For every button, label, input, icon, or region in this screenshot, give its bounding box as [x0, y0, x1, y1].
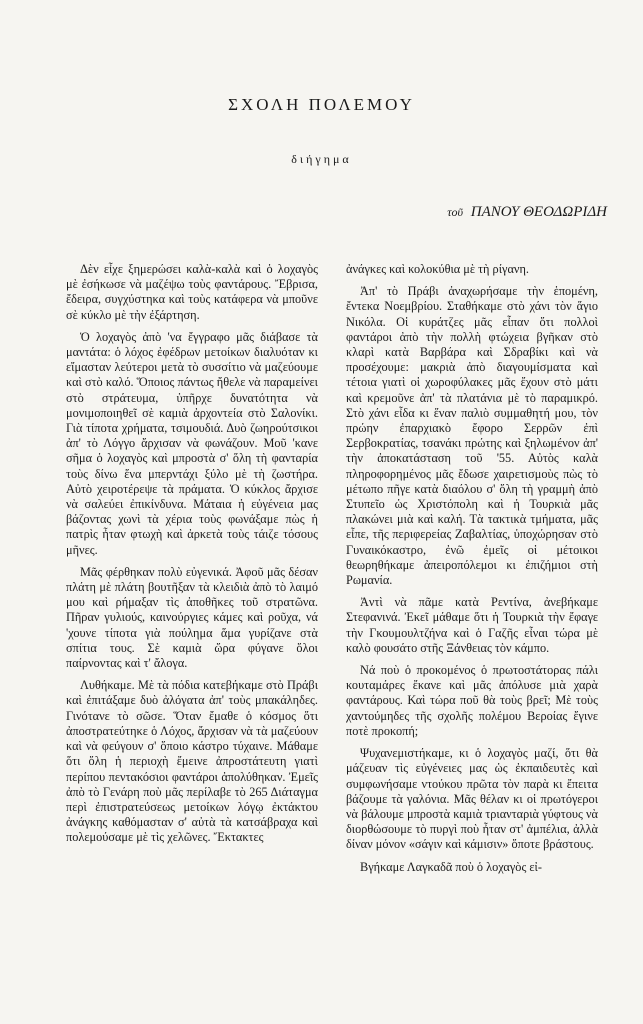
- author-line: [447, 204, 607, 221]
- paragraph: Λυθήκαμε. Μὲ τὰ πόδια κατεβήκαμε στὸ Πράβι καὶ ἐπιτάξαμε δυὸ ἀλόγατα ἀπ' τοὺς μπακάληδες. Γινότανε τὸ σῶσε. Ὅταν ἔμαθε ὁ κόσμος ὅτι ἀποστρατεύτηκε ὁ Λόχος, ἄρχισαν νὰ τὰ μαζεύουν καὶ νὰ φεύγουν σ' ὅποιο κάστρο τύχαινε. Μάθαμε ὅτι ὅλη ἡ περιοχὴ ἔμεινε ἀπροστάτευτη γιατὶ περίπου πεντακόσιοι φαντάροι ἀπολύθηκαν. Ἐμεῖς ἀπὸ τὸ Γενάρη ποὺ μᾶς περίλαβε τὸ 265 Διάταγμα περὶ ἐπιστρατεύσεως μετοίκων λόγῳ ἐκτάκτου ἀνάγκης καθόμασταν σ' αὐτὰ τὰ κατσάβραχα καὶ πολεμούσαμε μὲ τὶς χελῶνες. Ἔκτακτες: [66, 678, 318, 845]
- paragraph-continued: ἀνάγκες καὶ κολοκύθια μὲ τὴ ρίγανη.: [346, 262, 529, 276]
- paragraph: Δὲν εἶχε ξημερώσει καλὰ-καλὰ καὶ ὁ λοχαγὸς μὲ ἐσήκωσε νὰ μαζέψω τοὺς φαντάρους. Ἔβρισα, ἔδειρα, συγχύστηκα καὶ τοὺς κατάφερα νὰ μποῦνε σὲ κύκλο μὲ τὴν ἐξάρτηση.: [66, 262, 318, 322]
- right-column: [346, 262, 598, 1002]
- author-prefix: τοῦ: [447, 205, 464, 219]
- paragraph: Ὁ λοχαγὸς ἀπὸ 'να ἔγγραφο μᾶς διάβασε τὰ μαντάτα: ὁ λόχος ἐφέδρων μετοίκων διαλυόταν κι εἴμασταν λεύτεροι μετὰ τὸ συσσίτιο νὰ μαζεύουμε καὶ στὸ καλό. Ὅποιος πάντως ἤθελε νὰ παραμείνει στὸ στράτευμα, ὑπῆρχε δυνατότητα νὰ μονιμοποιηθεῖ σὲ καμιὰ ἀρχοντεία στὸ Σαλονίκι. Γιὰ τίποτα χρήματα, τσιμουδιά. Δυὸ ζωηρούτσικοι ἀπ' τὸ Λόγγο ἄρχισαν νὰ φωνάζουν. Μοῦ 'κανε σῆμα ὁ λοχαγὸς καὶ μπροστὰ σ' ὅλη τὴ φανταρία τοὺς δίνω ἕνα μπερντάχι ξύλο μὲ τὴ ζωστήρα. Αὐτὸ χειροτέρεψε τὰ πράματα. Ὁ κύκλος ἄρχισε νὰ σαλεύει ἐπικίνδυνα. Μάταια ἡ εὐγένεια μας βάζοντας χωνὶ τὰ χέρια τοὺς φωνάξαμε πὼς ἡ πατρὶς ἦταν φτωχὴ καὶ ἀρκετὰ τοὺς τάιζε τόσους μῆνες.: [66, 329, 318, 557]
- paragraph: Ἀπ' τὸ Πράβι ἀναχωρήσαμε τὴν ἑπομένη, ἔντεκα Νοεμβρίου. Σταθήκαμε στὸ χάνι τὸν ἅγιο Νικόλα. Οἱ κυράτζες μᾶς εἶπαν ὅτι πολλοὶ φαντάροι ἀπὸ τὴν πολλὴ φτώχεια βγῆκαν στὸ κλαρὶ κατὰ Βαρβάρα καὶ Σδραβίκι καὶ νὰ προσέχουμε: μακριὰ ἀπὸ διαγουμίσματα καὶ τέτοια γιατὶ οἱ χωροφύλακες μᾶς ἔχουν στὸ μάτι καὶ κρεμοῦνε ἀπ' τὰ πλατάνια μὲ τὸ παραμικρό. Στὸ χάνι εἶδα κι ἕναν παλιὸ συμμαθητή μου, τὸν πρώην ἐπαρχιακὸ ἔφορο Σερρῶν ἐπὶ Σερβοκρατίας, τσανάκι πρώτης καὶ ξηλωμένον ἀπ' τὴν ἀποκατάσταση τοῦ '55. Αὐτὸς καλὰ πληροφορημένος μᾶς ἔδωσε χαιρετισμοὺς πὼς τὸ μέτωπο πῆγε κατὰ διαόλου σ' ὅλη τὴ γραμμὴ ἀπὸ Στυπεῖο ὡς Χριστόπολη καὶ ἡ Τουρκιὰ μᾶς πλακώνει μιὰ καὶ καλή. Τὰ τακτικὰ τμήματα, μᾶς εἶπε, τῆς περιφερείας Ζαβαλτίας, ὑποχώρησαν στὸ Γυναικόκαστρο, ἐνῶ ἐμεῖς οἱ μέτοικοι θεωρηθήκαμε ἀπειροπόλεμοι κι ἐπιζήμιοι στὴ Ρωμανία.: [346, 284, 598, 588]
- left-column: [66, 262, 318, 1002]
- story-title: ΣΧΟΛΗ ΠΟΛΕΜΟΥ: [228, 95, 415, 114]
- paragraph: Νά ποὺ ὁ προκομένος ὁ πρωτοστάτορας πάλι κουταμάρες ἔκανε καὶ μᾶς ἀπόλυσε μιὰ χαρὰ φαντάρους. Καὶ τώρα ποῦ θὰ τοὺς βρεῖ; Μὲ τοὺς χαντούμηδες τῆς σχολῆς πολέμου Βεροίας ἔγινε ποτὲ προκοπή;: [346, 663, 598, 738]
- paragraph: Βγήκαμε Λαγκαδᾶ ποὺ ὁ λοχαγὸς εἰ-: [360, 859, 542, 874]
- paragraph: Ψυχανεμιστήκαμε, κι ὁ λοχαγὸς μαζί, ὅτι θὰ μάζευαν τὶς εὐγένειες μας ὡς ἐκπαιδευτὲς καὶ συμφωνήσαμε ντούκου πρῶτα τὸν παρὰ κι ἔπειτα βάζουμε τὰ γαλόνια. Μᾶς θέλαν κι οἱ πρωτόγεροι νὰ βάλουμε μπροστὰ καμιὰ τριανταριὰ γύφτους νὰ διορθώσουμε τὸ πυργὶ ποὺ ἦταν στ' ἀμπέλια, ἀλλὰ δίναν μόνον «σάγιν καὶ κάμισιν» ὅποτε βράστους.: [346, 746, 598, 852]
- paragraph: Μᾶς φέρθηκαν πολὺ εὐγενικά. Ἀφοῦ μᾶς δέσαν πλάτη μὲ πλάτη βουτῆξαν τὰ κλειδιὰ ἀπὸ τὸ λαιμό μου καὶ ρήμαξαν τὶς ἀποθῆκες τοῦ στρατῶνα. Πῆραν γυλιούς, καινούργιες κάμες καὶ ροῦχα, νά 'χουνε τίποτα γιὰ πούλημα ἅμα γυρίζανε στὰ σπίτια τους. Σὲ καμιὰ ὥρα φύγανε ὅλοι παίρνοντας καὶ τ' ἄλογα.: [66, 564, 318, 671]
- paragraph: Ἀντὶ νὰ πᾶμε κατὰ Ρεντίνα, ἀνεβήκαμε Στεφανινά. Ἐκεῖ μάθαμε ὅτι ἡ Τουρκιὰ τὴν ἔφαγε τὴν Γκουμουλτζήνα καὶ ὁ Γαζῆς εἶναι τώρα μὲ καλὸ φουσάτο στῆς Ξάνθειας τὸν κάμπο.: [346, 595, 598, 655]
- story-subtitle: διήγημα: [291, 152, 352, 166]
- author-name: ΠΑΝΟΥ ΘΕΟΔΩΡΙΔΗ: [470, 204, 607, 220]
